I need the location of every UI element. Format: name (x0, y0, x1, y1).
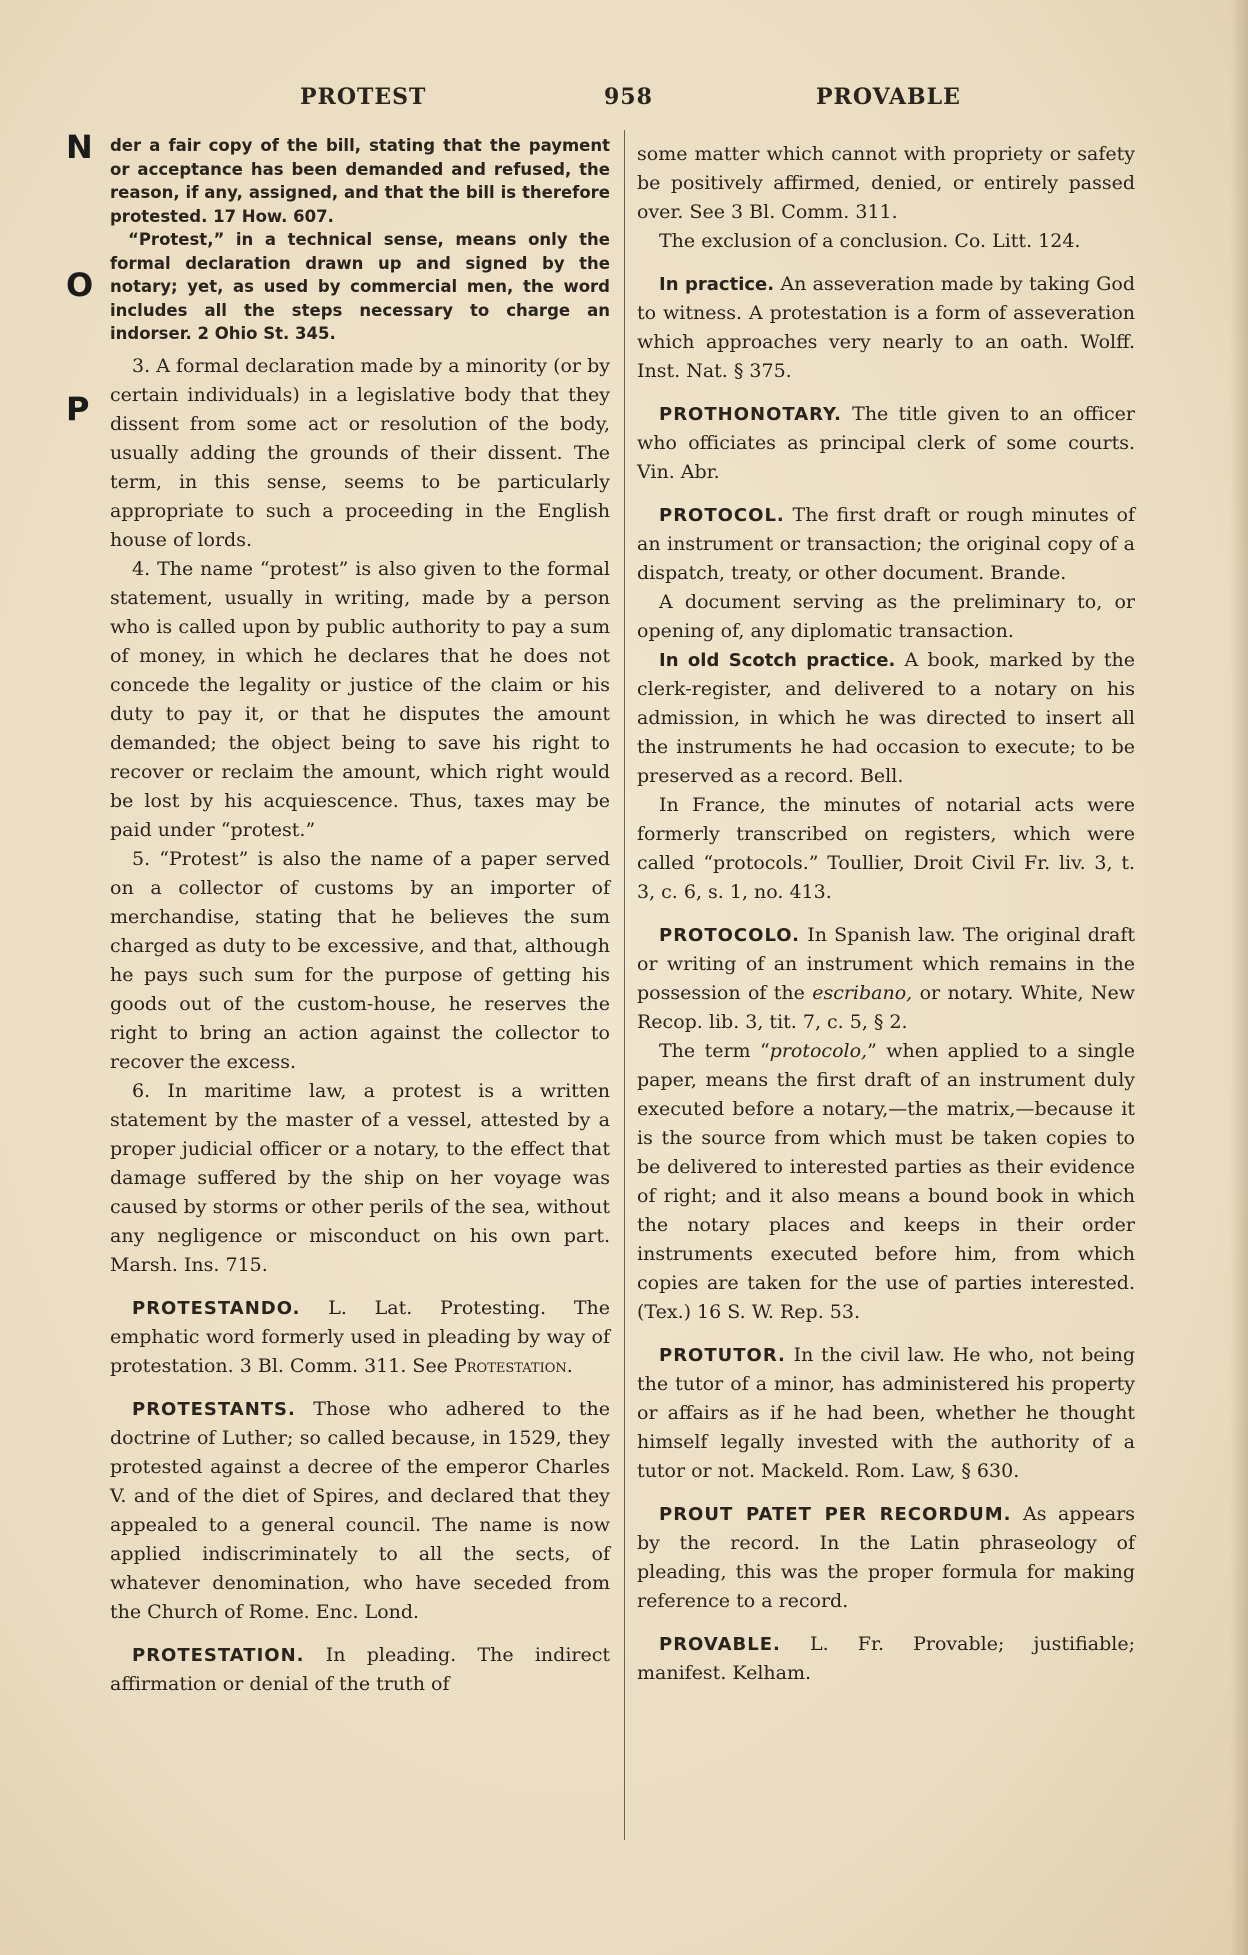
paragraph-text: ” when applied to a single paper, means the first draft of an instrument duly executed before a notary,—the matrix,—because it is the source from which must be taken copies to be delivered to interested parties as their evidence of right; and it also means a bound book in which the notary places and keeps in their order instruments executed before him, from which copies are taken for the use of parties interested. (Tex.) 16 S. W. Rep. 53. (637, 1040, 1135, 1323)
column-divider (624, 130, 625, 1840)
body-block (110, 352, 610, 1699)
paragraph-text: The term “ (659, 1040, 770, 1062)
entry-text: The title given to an officer who officiates as principal clerk of some courts. Vin. Abr. (637, 403, 1135, 483)
entry-protestando (110, 1294, 610, 1381)
entry-term: PROTESTATION. (132, 1644, 305, 1666)
entry-provable (637, 1630, 1135, 1688)
paragraph: The exclusion of a conclusion. Co. Litt. 124. (659, 230, 1081, 252)
header-left-guideword: PROTEST (300, 84, 427, 110)
entry-term: PROTOCOL. (659, 505, 785, 526)
entry-prothonotary (637, 400, 1135, 487)
thumb-index-o: O (66, 266, 94, 304)
paragraph: 5. “Protest” is also the name of a paper served on a collector of customs by an importer of merchandise, stating that he believes the sum charged as duty to be excessive, and that, although he pays such sum for the purpose of getting his goods out of the custom-house, he reserves the right to bring an action against the collector to recover the excess. (110, 847, 610, 1073)
paragraph: 6. In maritime law, a protest is a written statement by the master of a vessel, attested by a proper judicial officer or a notary, to the effect that damage suffered by the ship on her voyage was caused by storms or other perils of the sea, without any negligence or misconduct on his own part. Marsh. Ins. 715. (110, 1079, 610, 1276)
paragraph: A document serving as the preliminary to, or opening of, any diplomatic transaction. (637, 591, 1135, 642)
page-edge-shadow (1230, 0, 1248, 1955)
thumb-index-p: P (66, 390, 90, 428)
paragraph (637, 1037, 1135, 1327)
italic-word: escribano, (812, 982, 913, 1004)
entry-term: PROTUTOR. (659, 1345, 786, 1366)
italic-word: protocolo, (769, 1040, 868, 1062)
page-number: 958 (604, 84, 653, 110)
paragraph (637, 646, 1135, 791)
subhead: In old Scotch practice. (659, 650, 896, 671)
entry-protutor (637, 1341, 1135, 1486)
paragraph-text: A book, marked by the clerk-register, and delivered to a notary on his admission, in which he was directed to insert all the instruments he had occasion to execute; to be preserved as a record. Bell. (637, 649, 1136, 787)
header-right-guideword: PROVABLE (816, 84, 961, 110)
paragraph-text: An asseveration made by taking God to witness. A protestation is a form of asseveration which approaches very nearly to an oath. Wolff. Inst. Nat. § 375. (637, 273, 1135, 382)
entry-text: In Spanish law. The original draft or writing of an instrument which remains in the possession of the (637, 924, 1135, 1004)
paragraph: “Protest,” in a technical sense, means only the formal declaration drawn up and signed by the notary; yet, as used by commercial men, the word includes all the steps necessary to charge an indorser. 2 Ohio St. 345. (110, 230, 610, 343)
cross-reference: Protestation. (453, 1354, 573, 1377)
entry-protestation (110, 1641, 610, 1699)
paragraph: In France, the minutes of notarial acts were formerly transcribed on registers, which were called “protocols.” Toullier, Droit Civil Fr. liv. 3, t. 3, c. 6, s. 1, no. 413. (637, 794, 1135, 903)
entry-text: In the civil law. He who, not being the tutor of a minor, has administered his property or affairs as if he had been, whether he thought himself legally invested with the authority of a tutor or not. Mackeld. Rom. Law, § 630. (637, 1344, 1135, 1482)
entry-text: As appears by the record. In the Latin phraseology of pleading, this was the proper formula for making reference to a record. (637, 1503, 1135, 1612)
entry-text: Those who adhered to the doctrine of Luther; so called because, in 1529, they protested against a decree of the emperor Charles V. and of the diet of Spires, and declared that they appealed to a general council. The name is now applied indiscriminately to all the sects, of whatever denomination, who have seceded from the Church of Rome. Enc. Lond. (110, 1397, 610, 1623)
paragraph: der a fair copy of the bill, stating that the payment or acceptance has been demanded and refused, the reason, if any, assigned, and that the bill is therefore protested. 17 How. 607. (110, 136, 610, 226)
entry-term: PROTESTANTS. (132, 1398, 296, 1420)
entry-protocol (637, 501, 1135, 588)
entry-term: PROTOCOLO. (659, 925, 801, 946)
entry-protocolo (637, 921, 1135, 1037)
entry-protestants (110, 1395, 610, 1627)
entry-text: L. Fr. Provable; justifiable; manifest. Kelham. (637, 1633, 1135, 1684)
entry-text: or notary. White, New Recop. lib. 3, tit. 7, c. 5, § 2. (637, 982, 1135, 1033)
entry-prout-patet (637, 1500, 1135, 1616)
paragraph (637, 270, 1135, 386)
entry-text: In pleading. The indirect affirmation or denial of the truth of (110, 1643, 610, 1695)
entry-term: PROVABLE. (659, 1634, 781, 1655)
entry-term: PROTHONOTARY. (659, 404, 842, 425)
right-column (637, 134, 1135, 1688)
entry-term: PROUT PATET PER RECORDUM. (659, 1504, 1012, 1525)
entry-text: L. Lat. Protesting. The emphatic word formerly used in pleading by way of protestation. 3 Bl. Comm. 311. See (110, 1296, 610, 1377)
entry-text: The first draft or rough minutes of an instrument or transaction; the original copy of a dispatch, treaty, or other document. Brande. (637, 504, 1135, 584)
paragraph: 3. A formal declaration made by a minority (or by certain individuals) in a legislative body that they dissent from some act or resolution of the body, usually adding the grounds of their dissent. The term, in this sense, seems to be particularly appropriate to such a proceeding in the English house of lords. (110, 354, 610, 551)
thumb-index-n: N (66, 128, 93, 166)
paragraph: some matter which cannot with propriety or safety be positively affirmed, denied, or entirely passed over. See 3 Bl. Comm. 311. (637, 143, 1135, 223)
subhead: In practice. (659, 274, 775, 295)
left-column (110, 134, 610, 1699)
small-print-block (110, 134, 610, 346)
entry-term: PROTESTANDO. (132, 1297, 301, 1319)
paragraph: 4. The name “protest” is also given to the formal statement, usually in writing, made by a person who is called upon by public authority to pay a sum of money, in which he declares that he does not concede the legality or justice of the claim or his duty to pay it, or that he disputes the amount demanded; the object being to save his right to recover or reclaim the amount, which right would be lost by his acquiescence. Thus, taxes may be paid under “protest.” (110, 557, 610, 841)
